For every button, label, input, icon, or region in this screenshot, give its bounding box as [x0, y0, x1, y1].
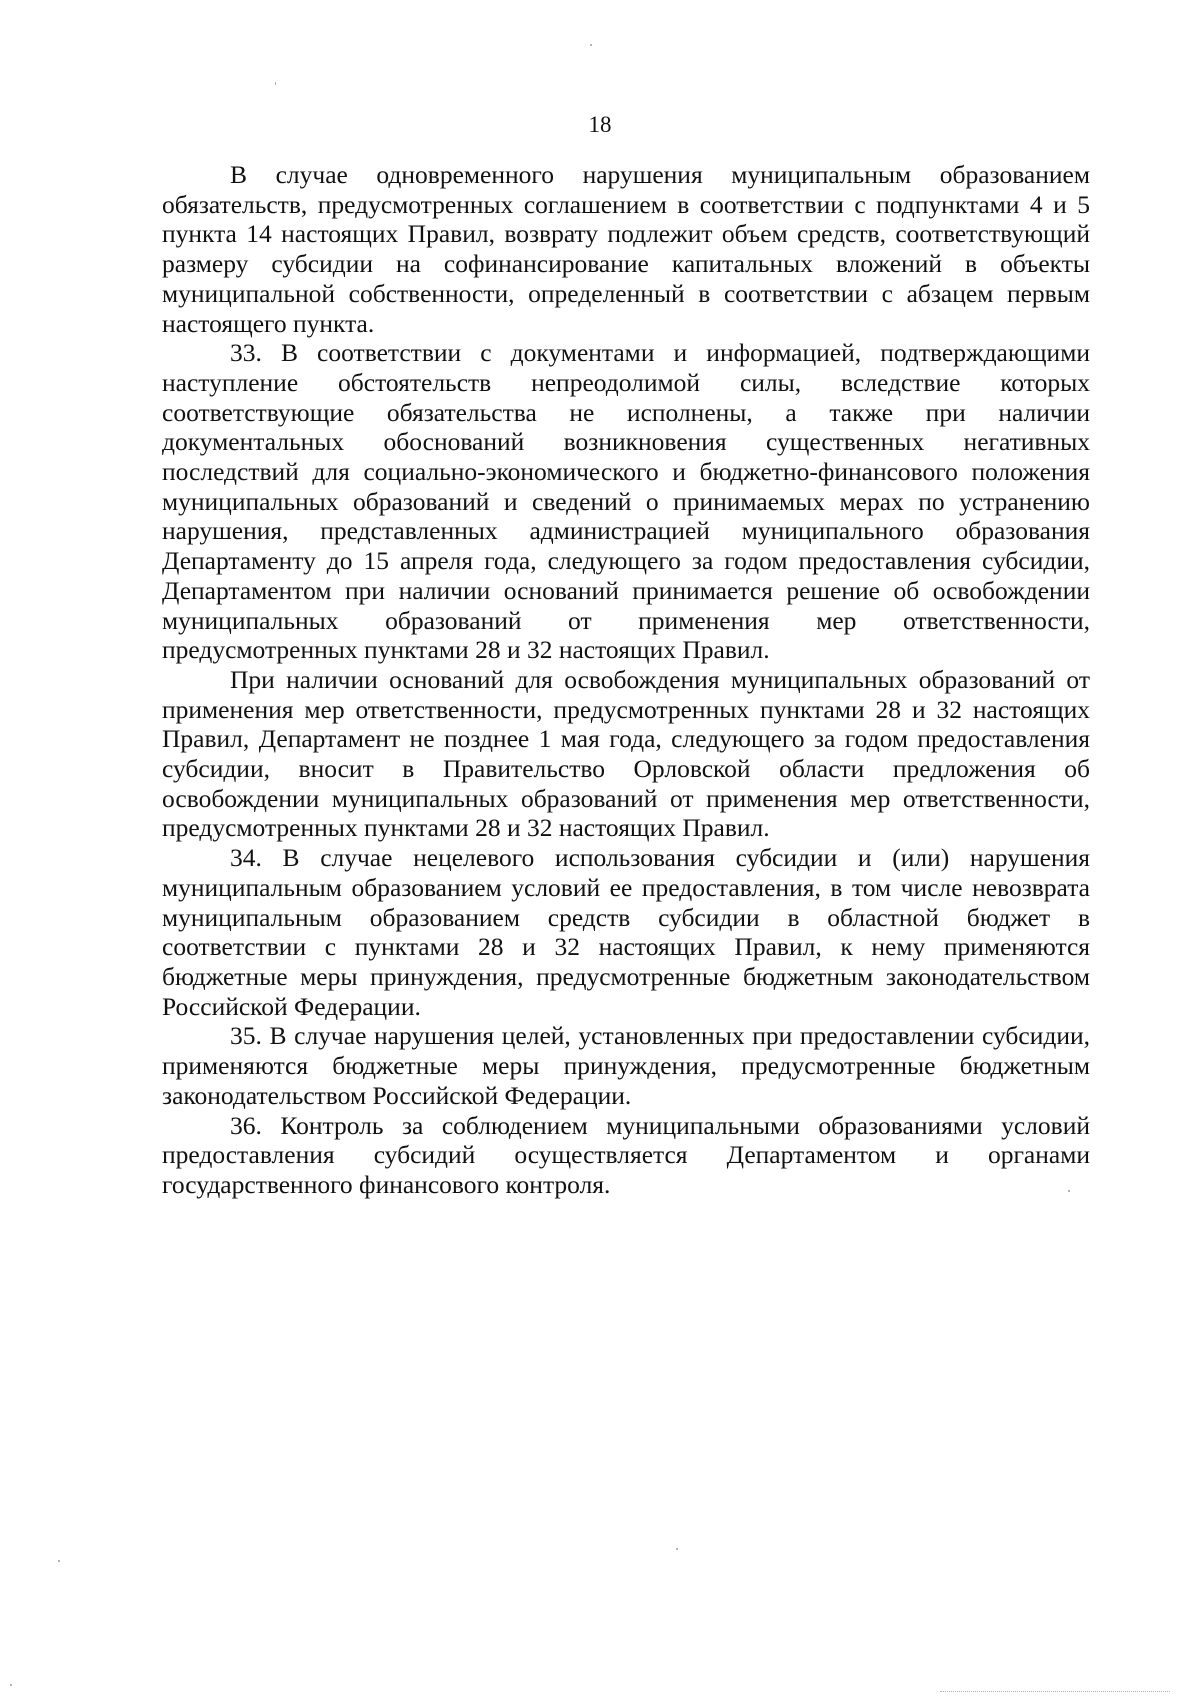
paragraph-clause-34: 34. В случае нецелевого использования субсидии и (или) нарушения муниципальным образованием условий ее предоставления, в том числе невозврата муниципальным образованием средств субсидии в областной бюджет в соответствии с пунктами 28 и 32 настоящих Правил, к нему применяются бюджетные меры принуждения, предусмотренные бюджетным законодательством Российской Федерации.: [162, 843, 1090, 1021]
paragraph-clause-36: 36. Контроль за соблюдением муниципальными образованиями условий предоставления субсидий осуществляется Департаментом и органами государственного финансового контроля.: [162, 1110, 1090, 1199]
paragraph-clause-33-part-2: При наличии оснований для освобождения муниципальных образований от применения мер ответственности, предусмотренных пунктами 28 и 32 настоящих Правил, Департамент не позднее 1 мая года, следующего за годом предоставления субсидии, вносит в Правительство Орловской области предложения об освобождении муниципальных образований от применения мер ответственности, предусмотренных пунктами 28 и 32 настоящих Правил.: [162, 664, 1090, 843]
scan-speck: [590, 44, 592, 46]
scan-artifact-line: [940, 1691, 1170, 1693]
scan-speck: [10, 1684, 12, 1686]
paragraph-clause-35: 35. В случае нарушения целей, установленных при предоставлении субсидии, применяются бюджетные меры принуждения, предусмотренные бюджетным законодательством Российской Федерации.: [162, 1021, 1090, 1110]
scan-speck: [676, 1548, 678, 1550]
paragraph-clause-32-continuation: В случае одновременного нарушения муниципальным образованием обязательств, предусмотренных соглашением в соответствии с подпунктами 4 и 5 пункта 14 настоящих Правил, возврату подлежит объем средств, соответствующий размеру субсидии на софинансирование капитальных вложений в объекты муниципальной собственности, определенный в соответствии с абзацем первым настоящего пункта.: [162, 160, 1090, 338]
page-number: 18: [588, 112, 612, 137]
paragraph-clause-33: 33. В соответствии с документами и информацией, подтверждающими наступление обстоятельств непреодолимой силы, вследствие которых соответствующие обязательства не исполнены, а также при наличии документальных обоснований возникновения существенных негативных последствий для социально-экономического и бюджетно-финансового положения муниципальных образований и сведений о принимаемых мерах по устранению нарушения, представленных администрацией муниципального образования Департаменту до 15 апреля года, следующего за годом предоставления субсидии, Департаментом при наличии оснований принимается решение об освобождении муниципальных образований от применения мер ответственности, предусмотренных пунктами 28 и 32 настоящих Правил.: [162, 338, 1090, 665]
scan-speck: [58, 1560, 60, 1562]
scan-speck: [275, 82, 276, 85]
document-body: [162, 160, 1090, 1200]
